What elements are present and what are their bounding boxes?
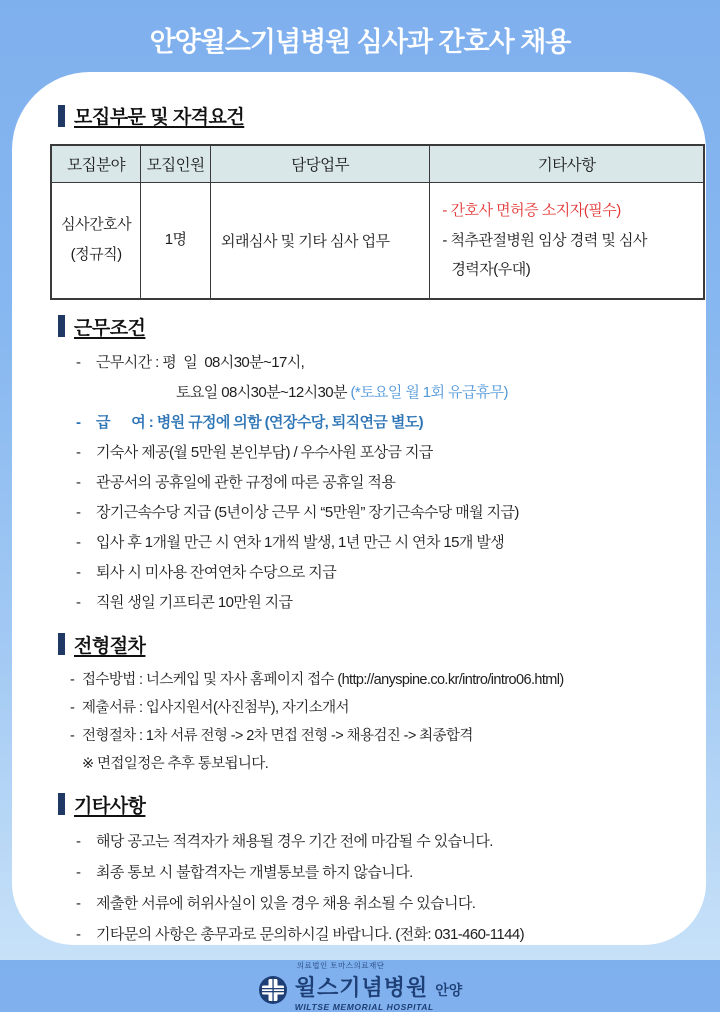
section-accent-bar xyxy=(58,633,65,655)
bullet-dash: - xyxy=(76,925,81,943)
bullet-dash: - xyxy=(76,533,81,551)
section-accent-bar xyxy=(58,793,65,815)
section-process-title: 전형절차 xyxy=(74,635,146,657)
interview-schedule-note: ※ 면접일정은 추후 통보됩니다. xyxy=(82,755,269,772)
section-process-heading xyxy=(58,631,672,658)
work-time-line2-blue: (*토요일 월 1회 유급휴무) xyxy=(350,383,508,401)
work-time-line2 xyxy=(176,378,508,408)
list-item-annual-leave xyxy=(76,528,672,558)
list-item-apply-method xyxy=(70,666,672,694)
hospital-name: 윌스기념병원 xyxy=(294,974,429,1000)
etc-list xyxy=(76,826,672,950)
col-header-duty: 담당업무 xyxy=(211,145,430,183)
bullet-dash: - xyxy=(76,353,81,371)
annual-leave-text: 입사 후 1개월 만근 시 연차 1개씩 발생, 1년 만근 시 연차 15개 발생 xyxy=(96,533,505,551)
list-item-process-steps xyxy=(70,722,672,750)
cell-field-line2: (정규직) xyxy=(70,246,122,264)
list-item-work-time-cont xyxy=(76,378,672,408)
section-work-title: 근무조건 xyxy=(74,317,146,339)
list-item-documents xyxy=(70,694,672,722)
birthday-gift-text: 직원 생일 기프티콘 10만원 지급 xyxy=(96,593,293,611)
hospital-emblem-icon xyxy=(258,975,288,1005)
section-etc-title: 기타사항 xyxy=(74,795,146,817)
branch-name: 안양 xyxy=(435,981,463,998)
col-header-field: 모집분야 xyxy=(51,145,141,183)
false-info-text: 제출한 서류에 허위사실이 있을 경우 채용 취소될 수 있습니다. xyxy=(96,894,476,912)
salary-text: 급 여 : 병원 규정에 의함 (연장수당, 퇴직연금 별도) xyxy=(96,413,424,431)
unused-leave-text: 퇴사 시 미사용 잔여연차 수당으로 지급 xyxy=(96,563,337,581)
list-item-contact xyxy=(76,919,672,950)
hospital-logo xyxy=(258,960,463,1012)
bullet-dash: - xyxy=(70,671,75,688)
bullet-dash: - xyxy=(76,443,81,461)
apply-method-text: 접수방법 : 너스케입 및 자사 홈페이지 접수 (http://anyspine.co.kr/intro/intro06.html) xyxy=(82,671,564,688)
longevity-pay-text: 장기근속수당 지급 (5년이상 근무 시 “5만원” 장기근속수당 매월 지급) xyxy=(96,503,519,521)
contact-text: 기타문의 사항은 총무과로 문의하시길 바랍니다. (전화: 031-460-1144) xyxy=(96,925,525,943)
early-close-text: 해당 공고는 적격자가 채용될 경우 기간 전에 마감될 수 있습니다. xyxy=(96,832,493,850)
cell-notes-preferred-line1: - 척추관절병원 임상 경력 및 심사 xyxy=(442,231,648,249)
list-item-unused-leave xyxy=(76,558,672,588)
work-time-line1: 근무시간 : 평 일 08시30분~17시, xyxy=(96,353,305,371)
col-header-count: 모집인원 xyxy=(141,145,211,183)
work-time-line2-black: 토요일 08시30분~12시30분 xyxy=(176,383,351,401)
bullet-dash: - xyxy=(76,832,81,850)
section-accent-bar xyxy=(58,315,65,337)
section-etc-heading xyxy=(58,791,672,818)
work-conditions-list xyxy=(76,348,672,618)
hospital-english-name: WILTSE MEMORIAL HOSPITAL xyxy=(294,1001,434,1012)
cell-notes-required: - 간호사 면허증 소지자(필수) xyxy=(442,202,621,220)
bullet-dash: - xyxy=(76,503,81,521)
section-work-heading xyxy=(58,313,672,340)
cell-count: 1명 xyxy=(141,183,211,299)
no-individual-notice-text: 최종 통보 시 불합격자는 개별통보를 하지 않습니다. xyxy=(96,863,413,881)
list-item-work-time xyxy=(76,348,672,378)
section-recruit-heading xyxy=(58,102,672,129)
cell-field-line1: 심사간호사 xyxy=(61,216,132,234)
recruit-table xyxy=(50,144,705,300)
bullet-dash: - xyxy=(76,593,81,611)
logo-main-line xyxy=(295,971,463,1002)
process-steps-text: 전형절차 : 1차 서류 전형 -> 2차 면접 전형 -> 채용검진 -> 최종합격 xyxy=(82,727,473,744)
section-recruit-title: 모집부문 및 자격요건 xyxy=(74,107,245,128)
cell-notes-preferred-line2: 경력자(우대) xyxy=(451,260,531,278)
list-item-longevity-pay xyxy=(76,498,672,528)
bullet-dash: - xyxy=(76,563,81,581)
list-item-holidays xyxy=(76,468,672,498)
list-item-dormitory xyxy=(76,438,672,468)
documents-text: 제출서류 : 입사지원서(사진첨부), 자기소개서 xyxy=(82,699,349,716)
footer xyxy=(48,960,672,1012)
bullet-dash: - xyxy=(76,413,81,431)
cell-duty: 외래심사 및 기타 심사 업무 xyxy=(211,183,430,299)
dormitory-text: 기숙사 제공(월 5만원 본인부담) / 우수사원 포상금 지급 xyxy=(96,443,433,461)
list-item-salary xyxy=(76,408,672,438)
col-header-notes: 기타사항 xyxy=(430,145,704,183)
foundation-name: 의료법인 토마스의료재단 xyxy=(296,960,385,970)
holidays-text: 관공서의 공휴일에 관한 규정에 따른 공휴일 적용 xyxy=(96,473,396,491)
logo-texts xyxy=(295,960,463,1012)
list-item-early-close xyxy=(76,826,672,857)
cell-field xyxy=(51,183,141,299)
recruit-table-header-row xyxy=(51,145,704,183)
section-accent-bar xyxy=(58,105,65,127)
list-item-no-individual-notice xyxy=(76,857,672,888)
list-item-false-info xyxy=(76,888,672,919)
bullet-dash: - xyxy=(76,863,81,881)
page-title: 안양윌스기념병원 심사과 간호사 채용 xyxy=(149,27,571,57)
cell-notes xyxy=(430,183,704,299)
list-item-birthday-gift xyxy=(76,588,672,618)
bullet-dash: - xyxy=(70,699,75,716)
bullet-dash: - xyxy=(76,473,81,491)
process-list xyxy=(70,666,672,778)
bullet-dash: - xyxy=(70,727,75,744)
content-card xyxy=(12,72,706,1012)
table-row xyxy=(51,183,704,299)
bullet-dash: - xyxy=(76,894,81,912)
